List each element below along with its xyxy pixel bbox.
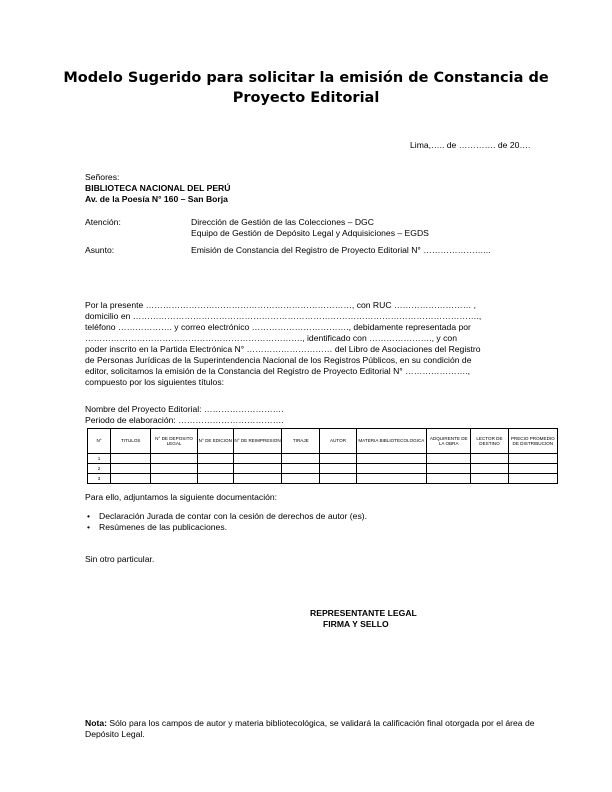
table-cell[interactable] [151,464,197,474]
table-cell[interactable] [508,464,557,474]
note-label: Nota: [85,718,107,728]
project-info [85,404,284,426]
table-cell[interactable] [427,474,471,484]
table-cell[interactable] [320,454,356,464]
column-header: N° [88,429,111,454]
table-cell[interactable] [233,454,281,464]
body-line: domicilio en …………………………………………………………………………………………………………., [85,311,482,321]
bullet-icon: • [87,522,91,532]
table-cell[interactable] [356,474,426,484]
attention-label: Atención: [85,217,121,227]
document-title: Modelo Sugerido para solicitar la emisión de Constancia de Proyecto Editorial [63,70,549,106]
body-line: Por la presente ………………………………………………………………, con RUC ……………………… , [85,300,477,310]
documents-list [85,511,555,533]
table-cell[interactable] [282,454,320,464]
signature-subtitle: FIRMA Y SELLO [323,619,389,629]
table-cell[interactable] [320,464,356,474]
body-line: compuesto por los siguientes títulos: [85,377,225,387]
table-cell[interactable] [111,454,151,464]
note [85,718,550,740]
table-cell[interactable] [427,454,471,464]
row-number-cell: 3 [88,474,111,484]
table-cell[interactable] [111,464,151,474]
closing-line: Sin otro particular. [85,554,155,564]
table-cell[interactable] [151,474,197,484]
table-cell[interactable] [356,464,426,474]
column-header: TITULOS [111,429,151,454]
table-header-row [88,429,558,454]
table-cell[interactable] [233,464,281,474]
table-cell[interactable] [508,474,557,484]
docs-intro: Para ello, adjuntamos la siguiente documentación: [85,492,278,502]
recipient-address: Av. de la Poesía N° 160 – San Borja [85,194,228,204]
column-header: MATERIA BIBLIOTECOLOGICA [356,429,426,454]
attention-line-1: Dirección de Gestión de las Colecciones – DGC [191,217,374,227]
period-line: Periodo de elaboración: ………………………………. [85,415,284,425]
table-cell[interactable] [471,454,508,464]
table-cell[interactable] [282,464,320,474]
column-header: ADQUIRENTE DE LA OBRA [427,429,471,454]
attention-block [191,217,429,239]
table-cell[interactable] [471,464,508,474]
column-header: N° DE DEPOSITO LEGAL [151,429,197,454]
date-line: Lima,….. de …………. de 20…. [410,140,531,150]
table-cell[interactable] [151,454,197,464]
body-line: poder inscrito en la Partida Electrónica N° ………………………… del Libro de Asociaciones del Registro [85,344,481,354]
body-line: editor, solicitamos la emisión de la Constancia del Registro de Proyecto Editorial N° …………………., [85,366,471,376]
column-header: LECTOR DE DESTINO [471,429,508,454]
table-cell[interactable] [197,474,233,484]
project-name-line: Nombre del Proyecto Editorial: ………………………. [85,404,284,414]
column-header: PRECIO PROMEDIO DE DISTRIBUCION [508,429,557,454]
row-number-cell: 2 [88,464,111,474]
table-cell[interactable] [508,454,557,464]
attention-line-2: Equipo de Gestión de Depósito Legal y Adquisiciones – EGDS [191,228,429,238]
row-number-cell: 1 [88,454,111,464]
body-paragraph [85,300,547,388]
table-cell[interactable] [111,474,151,484]
column-header: AUTOR [320,429,356,454]
salutation: Señores: [85,172,120,182]
table-row [88,454,558,464]
table-cell[interactable] [197,464,233,474]
body-line: de Personas Jurídicas de la Superintendencia Nacional de los Registros Públicos, en su condición de [85,355,472,365]
table-cell[interactable] [356,454,426,464]
table-row [88,464,558,474]
subject-text: Emisión de Constancia del Registro de Proyecto Editorial N° …………………... [191,245,491,255]
titles-table [87,428,558,484]
list-item-text: Declaración Jurada de contar con la cesión de derechos de autor (es). [99,511,367,521]
table-cell[interactable] [320,474,356,484]
recipient-block [85,172,230,205]
table-cell[interactable] [427,464,471,474]
list-item-text: Resúmenes de las publicaciones. [99,522,228,532]
column-header: N° DE REIMPRESION [233,429,281,454]
body-line: teléfono ………………. y correo electrónico ……………………………., debidamente representada por [85,322,471,332]
table-cell[interactable] [282,474,320,484]
bullet-icon: • [87,511,91,521]
list-item [85,522,555,533]
subject-label: Asunto: [85,245,115,255]
note-text: Sólo para los campos de autor y materia bibliotecológica, se validará la calificación final otorgada por el área de Depósito Legal. [85,718,535,739]
list-item [85,511,555,522]
body-line: …………………………………………………………………., identificado con …………………., y con [85,333,457,343]
table-cell[interactable] [471,474,508,484]
table-cell[interactable] [197,454,233,464]
signature-title: REPRESENTANTE LEGAL [310,608,417,618]
column-header: N° DE EDICION [197,429,233,454]
column-header: TIRAJE [282,429,320,454]
table-cell[interactable] [233,474,281,484]
recipient-institution: BIBLIOTECA NACIONAL DEL PERÚ [85,183,231,193]
table-row [88,474,558,484]
